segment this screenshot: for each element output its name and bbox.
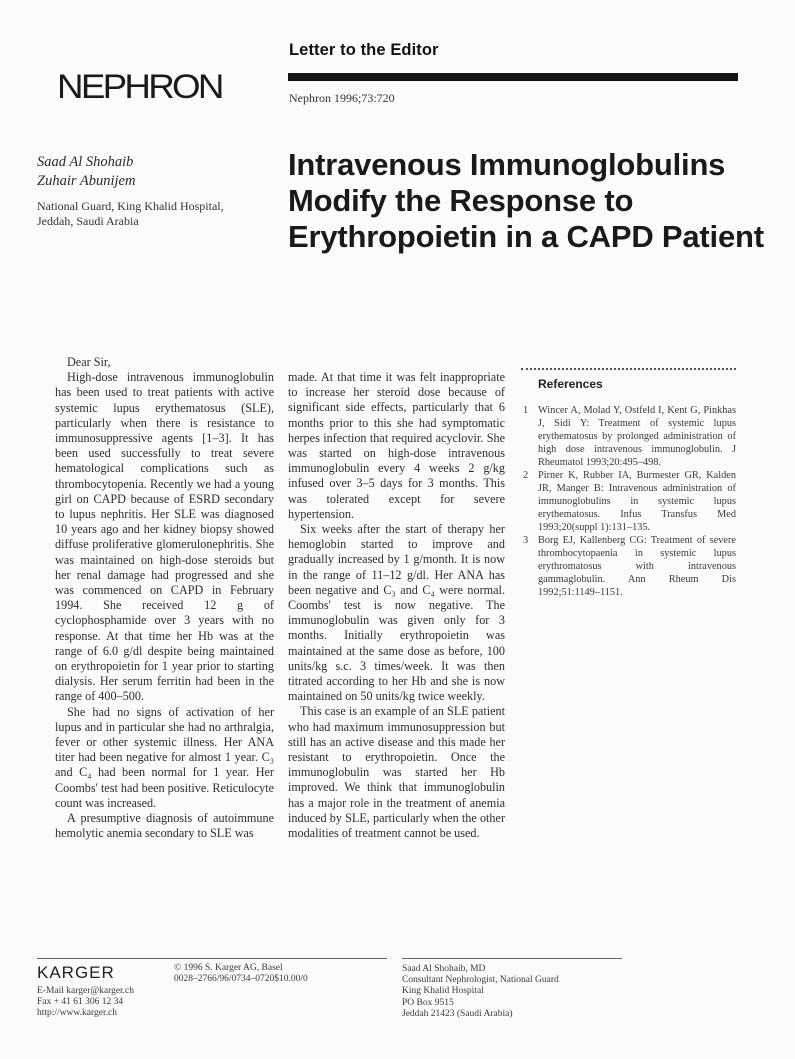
contact-email: E-Mail karger@karger.ch [37, 986, 135, 996]
reference-number: 2 [523, 470, 529, 481]
title-line: Intravenous Immunoglobulins [288, 147, 726, 182]
address-line: Consultant Nephrologist, National Guard [402, 975, 559, 986]
address-line: PO Box 9515 [402, 997, 454, 1008]
reference-number: 3 [523, 535, 529, 546]
reference-number: 1 [523, 405, 529, 416]
copyright-notice [174, 963, 308, 985]
salutation: Dear Sir, [67, 355, 111, 369]
body-paragraph: This case is an example of an SLE patient who had maximum immunosuppression but still has an active disease and this made her resistant to erythropoietin. Once the immunoglobulin was started her Hb improved. We think that immunoglobulin has a major role in the treatment of anemia induced by SLE, particularly when the other modalities of treatment cannot be used. [288, 704, 505, 841]
address-line: Saad Al Shohaib, MD [402, 964, 486, 974]
correspondence-address [402, 964, 559, 1020]
references-heading: References [538, 377, 603, 391]
footer-rule [37, 958, 387, 959]
authors [37, 153, 135, 191]
footer-rule [402, 958, 622, 959]
journal-logo: NEPHRON [57, 68, 222, 106]
contact-fax: Fax + 41 61 306 12 34 [37, 997, 124, 1008]
body-column-2 [288, 370, 505, 841]
address-line: King Khalid Hospital [402, 986, 484, 997]
affiliation-line: National Guard, King Khalid Hospital, [37, 199, 224, 213]
reference-item [523, 469, 736, 534]
copyright-line: 0028–2766/96/0734–0720$10.00/0 [174, 974, 308, 985]
reference-text: Pirner K, Rubber IA, Burmester GR, Kalden JR, Manger B: Intravenous administration of immunoglobulins in systemic lupus erythematosus. Infus Transfus Med 1993;20(suppl 1):131–135. [538, 470, 736, 533]
copyright-line: © 1996 S. Karger AG, Basel [174, 963, 283, 973]
body-paragraph-continued: made. At that time it was felt inappropriate to increase her steroid dose because of significant side effects, particularly that 6 months prior to this she had symptomatic herpes infection that required acyclovir. She was started on high-dose intravenous immunoglobulin every 4 weeks 2 g/kg infused over 3–5 days for 3 months. This was tolerated except for severe hypertension. [288, 370, 505, 521]
references-divider [521, 368, 736, 370]
body-paragraph: She had no signs of activation of her lupus and in particular she had no arthralgia, fever or other systemic illness. Her ANA titer had been negative for almost 1 year. C₃ and C₄ had been normal for 1 year. Her Coombs' test had been positive. Reticulocyte count was increased. [55, 704, 274, 810]
address-line: Jeddah 21423 (Saudi Arabia) [402, 1008, 513, 1019]
section-label: Letter to the Editor [289, 41, 439, 59]
reference-text: Wincer A, Molad Y, Ostfeld I, Kent G, Pinkhas J, Sidi Y: Treatment of systemic lupus erythematosus by prolonged administration of high dose intravenous immunoglobulin. J Rheumatol 1993;20:495–498. [538, 405, 736, 468]
body-paragraph: High-dose intravenous immunoglobulin has been used to treat patients with active systemic lupus erythematosus (SLE), particularly when there is resistance to immunosuppressive agents [1–3]. It has been used successfully to treat severe hematological complications such as thrombocytopenia. Recently we had a young girl on CAPD because of ESRD secondary to lupus nephritis. Her SLE was diagnosed 10 years ago and her kidney biopsy showed diffuse proliferative glomerulonephritis. She was maintained on high-dose steroids but her renal damage had progressed and she was commenced on CAPD in February 1994. She received 12 g of cyclophosphamide over 3 years with no response. At that time her Hb was at the range of 6.0 g/dl despite being maintained on erythropoietin for 1 year prior to starting dialysis. Her serum ferritin had been in the range of 400–500. [55, 370, 274, 704]
publisher-logo: KARGER [37, 963, 115, 982]
affiliation [37, 199, 267, 229]
references-list [523, 404, 736, 599]
body-column-1 [55, 355, 274, 842]
title-line: Modify the Response to [288, 183, 634, 218]
author-name: Saad Al Shohaib [37, 154, 134, 170]
reference-item [523, 404, 736, 469]
reference-item [523, 534, 736, 599]
affiliation-line: Jeddah, Saudi Arabia [37, 214, 139, 228]
author-name: Zuhair Abunijem [37, 173, 136, 189]
citation: Nephron 1996;73:720 [289, 91, 395, 105]
reference-text: Borg EJ, Kallenberg CG: Treatment of severe thrombocytopaenia in systemic lupus erythromatosus with intravenous gammaglobulin. Ann Rheum Dis 1992;51:1149–1151. [538, 535, 736, 598]
header-rule [288, 73, 738, 81]
title-line: Erythropoietin in a CAPD Patient [288, 219, 764, 254]
body-paragraph: A presumptive diagnosis of autoimmune hemolytic anemia secondary to SLE was [55, 811, 274, 841]
body-paragraph: Six weeks after the start of therapy her hemoglobin started to improve and gradually increased by 1 g/month. It is now in the range of 11–12 g/dl. Her ANA has been negative and C₃ and C₄ were normal. Coombs' test is now negative. The immunoglobulin was given only for 3 months. Initially erythropoietin was maintained at the same dose as before, 100 units/kg s.c. 3 times/week. It was then titrated according to her Hb and she is now maintained on 50 units/kg twice weekly. [288, 522, 505, 704]
contact-website: http://www.karger.ch [37, 1008, 117, 1019]
article-title [288, 147, 764, 255]
publisher-contact [37, 986, 134, 1020]
